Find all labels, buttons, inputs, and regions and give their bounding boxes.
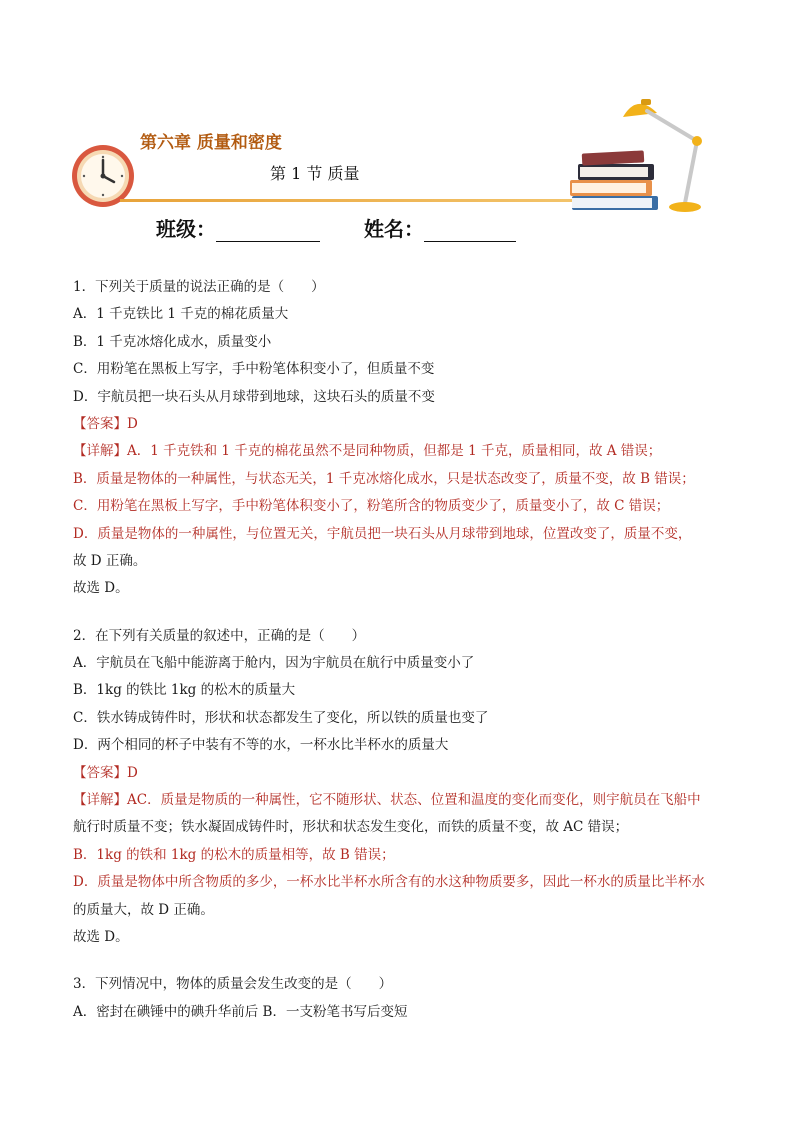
detail-line [73, 438, 723, 465]
section-title: 第 1 节 质量 [270, 164, 360, 183]
option-ab: A．密封在碘锤中的碘升华前后 B．一支粉笔书写后变短 [73, 1003, 408, 1020]
answer-tag: 【答案】 [73, 415, 127, 432]
conclusion: 故选 D。 [73, 928, 129, 945]
detail-line: 的质量大，故 D 正确。 [73, 901, 214, 918]
header-divider [120, 199, 580, 202]
answer-tag: 【答案】 [73, 764, 127, 781]
name-blank[interactable] [424, 221, 516, 242]
option-b: B．1 千克冰熔化成水，质量变小 [73, 333, 272, 350]
detail-line: D．质量是物体中所含物质的多少，一杯水比半杯水所含有的水这种物质要多，因此一杯水的质量比半杯水 [73, 874, 705, 891]
class-field [156, 213, 320, 242]
desk-lamp-icon [615, 95, 710, 215]
conclusion: 故选 D。 [73, 580, 129, 597]
option-c: C．铁水铸成铸件时，形状和状态都发生了变化，所以铁的质量也变了 [73, 709, 489, 726]
detail-line: B．1kg 的铁和 1kg 的松木的质量相等，故 B 错误； [73, 846, 395, 863]
detail-line: B．质量是物体的一种属性，与状态无关，1 千克冰熔化成水，只是状态改变了，质量不变，故 B 错误； [73, 470, 695, 487]
answer-value: D [127, 764, 138, 781]
answer-line [73, 760, 723, 787]
class-label: 班级： [156, 217, 216, 241]
option-a: A．宇航员在飞船中能游离于舱内，因为宇航员在航行中质量变小了 [73, 655, 475, 672]
detail-text: A．1 千克铁和 1 千克的棉花虽然不是同种物质，但都是 1 千克，质量相同，故 A 错误； [127, 443, 662, 460]
option-b: B．1kg 的铁比 1kg 的松木的质量大 [73, 682, 296, 699]
page-header [0, 0, 794, 250]
option-a: A．1 千克铁比 1 千克的棉花质量大 [73, 306, 289, 323]
name-label: 姓名： [364, 217, 424, 241]
detail-tag: 【详解】 [73, 792, 127, 809]
detail-line: C．用粉笔在黑板上写字，手中粉笔体积变小了，粉笔所含的物质变少了，质量变小了，故 C 错误； [73, 498, 670, 515]
name-field [364, 213, 516, 242]
question-2 [73, 623, 723, 952]
detail-line: 故 D 正确。 [73, 552, 147, 569]
option-c: C．用粉笔在黑板上写字，手中粉笔体积变小了，但质量不变 [73, 361, 435, 378]
detail-line: 航行时质量不变；铁水凝固成铸件时，形状和状态发生变化，而铁的质量不变，故 AC 错误； [73, 819, 629, 836]
option-d: D．宇航员把一块石头从月球带到地球，这块石头的质量不变 [73, 388, 435, 405]
detail-line [73, 787, 723, 814]
question-stem: 1．下列关于质量的说法正确的是（ ） [73, 279, 325, 295]
answer-value: D [127, 415, 138, 432]
option-d: D．两个相同的杯子中装有不等的水，一杯水比半杯水的质量大 [73, 737, 449, 754]
question-3 [73, 971, 723, 1026]
class-blank[interactable] [216, 221, 320, 242]
question-stem: 3．下列情况中，物体的质量会发生改变的是（ ） [73, 976, 393, 993]
question-1 [73, 274, 723, 603]
chapter-title: 第六章 质量和密度 [140, 133, 282, 153]
answer-line [73, 411, 723, 438]
question-stem: 2．在下列有关质量的叙述中，正确的是（ ） [73, 627, 366, 644]
detail-tag: 【详解】 [73, 443, 127, 460]
question-list [73, 274, 723, 1026]
detail-line: D．质量是物体的一种属性，与位置无关，宇航员把一块石头从月球带到地球，位置改变了，质量不变， [73, 525, 692, 542]
detail-text: AC．质量是物质的一种属性，它不随形状、状态、位置和温度的变化而变化，则宇航员在飞船中 [127, 792, 701, 809]
